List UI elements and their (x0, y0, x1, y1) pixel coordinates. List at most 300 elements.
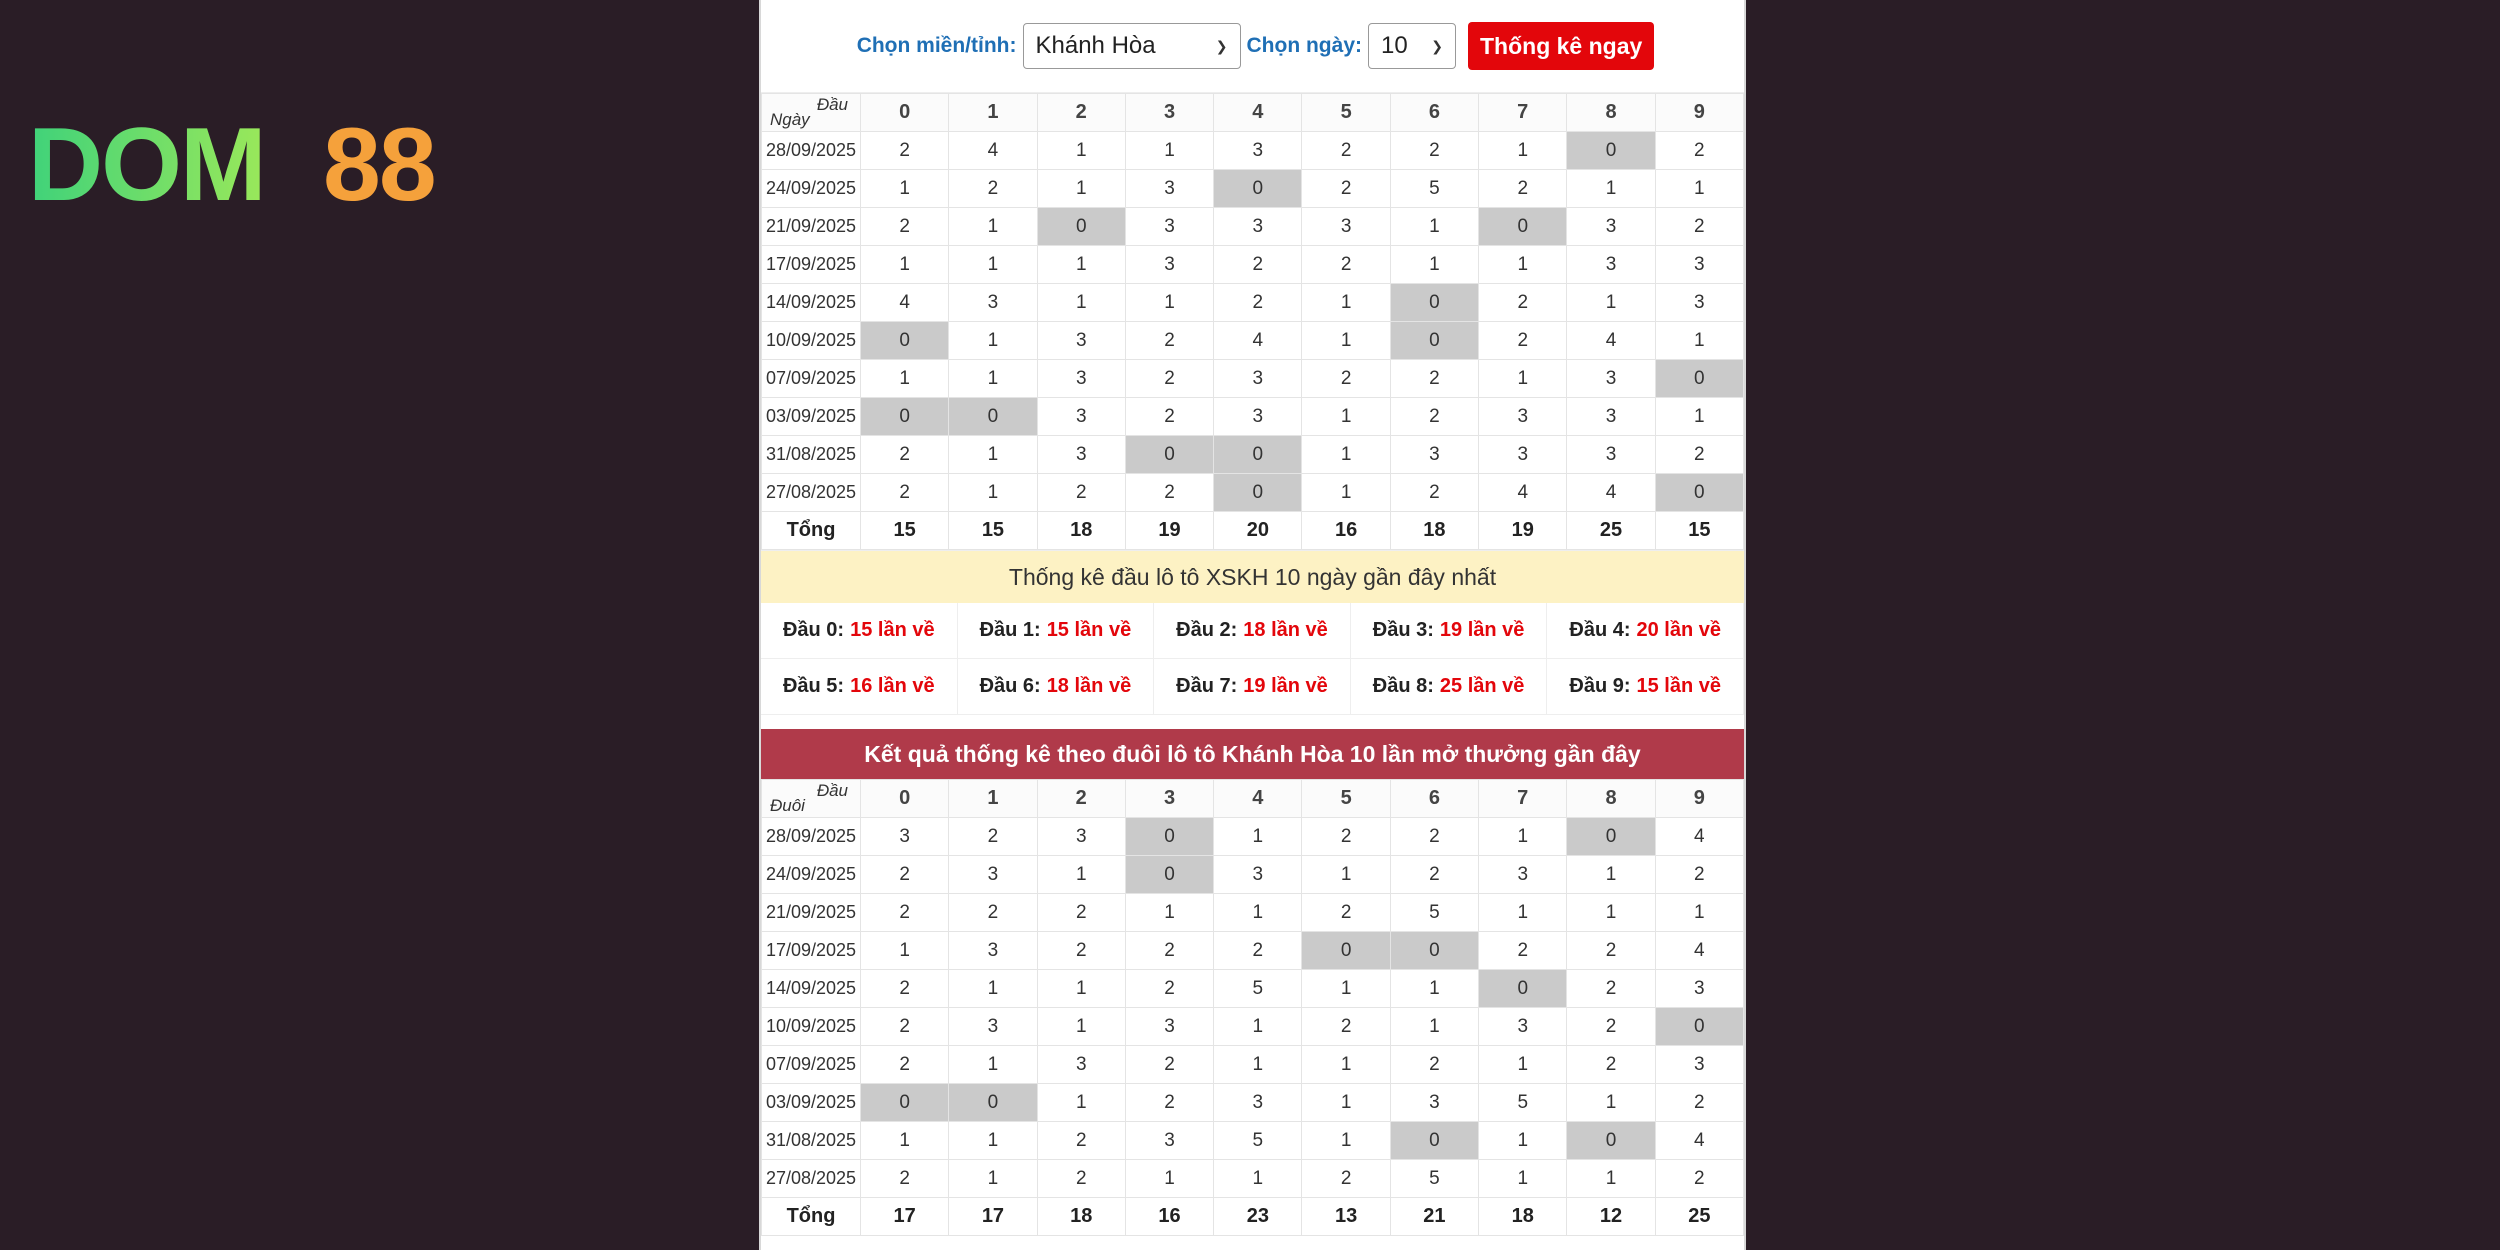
logo-graphic (28, 118, 458, 210)
head-stats-table (761, 93, 1744, 550)
count-cell: 0 (1214, 170, 1302, 208)
count-cell: 1 (1302, 1046, 1390, 1084)
count-cell: 1 (1567, 1160, 1655, 1198)
total-cell: 18 (1390, 512, 1478, 550)
summary-item-value: 20 lần về (1636, 619, 1722, 641)
row-date: 27/08/2025 (762, 1160, 861, 1198)
count-cell: 1 (1655, 398, 1743, 436)
count-cell: 2 (1655, 132, 1743, 170)
count-cell: 2 (1567, 932, 1655, 970)
count-cell: 3 (1567, 246, 1655, 284)
count-cell: 1 (949, 436, 1037, 474)
summary-item-value: 15 lần về (1046, 619, 1132, 641)
count-cell: 2 (1390, 474, 1478, 512)
count-cell: 1 (1479, 894, 1567, 932)
total-row (762, 512, 1744, 550)
count-cell: 1 (1125, 894, 1213, 932)
count-cell: 0 (1655, 360, 1743, 398)
count-cell: 3 (949, 856, 1037, 894)
count-cell: 1 (1037, 856, 1125, 894)
count-cell: 3 (1214, 208, 1302, 246)
count-cell: 2 (1567, 1046, 1655, 1084)
table-row (762, 1084, 1744, 1122)
column-header: 3 (1125, 94, 1213, 132)
table-row (762, 170, 1744, 208)
table-row (762, 1160, 1744, 1198)
count-cell: 0 (949, 1084, 1037, 1122)
region-select[interactable] (1023, 23, 1241, 69)
summary-item-label: Đầu 8: (1372, 675, 1434, 697)
row-date: 31/08/2025 (762, 1122, 861, 1160)
count-cell: 1 (949, 208, 1037, 246)
count-cell: 3 (1567, 398, 1655, 436)
table-row (762, 436, 1744, 474)
count-cell: 1 (1302, 970, 1390, 1008)
total-cell: 12 (1567, 1198, 1655, 1236)
total-cell: 18 (1479, 1198, 1567, 1236)
count-cell: 4 (1655, 1122, 1743, 1160)
count-cell: 3 (949, 284, 1037, 322)
count-cell: 2 (1655, 1084, 1743, 1122)
count-cell: 3 (1037, 398, 1125, 436)
count-cell: 1 (1125, 284, 1213, 322)
count-cell: 2 (1390, 132, 1478, 170)
count-cell: 2 (1214, 246, 1302, 284)
chevron-down-icon: ❯ (1215, 37, 1228, 54)
count-cell: 1 (1214, 1160, 1302, 1198)
count-cell: 5 (1214, 970, 1302, 1008)
total-cell: 16 (1125, 1198, 1213, 1236)
count-cell: 3 (1037, 436, 1125, 474)
table-row (762, 208, 1744, 246)
count-cell: 5 (1214, 1122, 1302, 1160)
count-cell: 2 (861, 856, 949, 894)
count-cell: 1 (1214, 1046, 1302, 1084)
dom88-logo (28, 118, 458, 210)
summary-item-value: 19 lần về (1243, 675, 1328, 697)
summary-item-label: Đầu 9: (1569, 675, 1631, 697)
count-cell: 3 (1214, 132, 1302, 170)
row-date: 28/09/2025 (762, 132, 861, 170)
count-cell: 1 (1037, 284, 1125, 322)
count-cell: 0 (1214, 474, 1302, 512)
count-cell: 2 (1302, 818, 1390, 856)
count-cell: 1 (861, 1122, 949, 1160)
days-label: Chọn ngày: (1246, 34, 1362, 57)
count-cell: 2 (1302, 894, 1390, 932)
count-cell: 2 (949, 894, 1037, 932)
count-cell: 1 (1479, 1046, 1567, 1084)
count-cell: 0 (1390, 1122, 1478, 1160)
table-row (762, 360, 1744, 398)
submit-stats-button[interactable]: Thống kê ngay (1468, 22, 1654, 70)
count-cell: 4 (949, 132, 1037, 170)
column-header: 3 (1125, 780, 1213, 818)
total-cell: 21 (1390, 1198, 1478, 1236)
table-row (762, 1046, 1744, 1084)
count-cell: 1 (1125, 132, 1213, 170)
count-cell: 2 (1302, 170, 1390, 208)
count-cell: 1 (1037, 970, 1125, 1008)
count-cell: 1 (1302, 1084, 1390, 1122)
summary-item (958, 603, 1155, 659)
column-header: 4 (1214, 780, 1302, 818)
count-cell: 2 (1302, 1008, 1390, 1046)
summary-item-value: 15 lần về (850, 619, 935, 641)
summary-item-label: Đầu 2: (1176, 619, 1238, 641)
corner-bottom-label: Đuôi (770, 796, 805, 815)
table-row (762, 932, 1744, 970)
count-cell: 2 (1479, 322, 1567, 360)
table-row (762, 398, 1744, 436)
count-cell: 1 (1655, 170, 1743, 208)
count-cell: 3 (1567, 436, 1655, 474)
count-cell: 0 (1390, 322, 1478, 360)
summary-item-value: 19 lần về (1439, 619, 1525, 641)
count-cell: 1 (1302, 322, 1390, 360)
count-cell: 0 (1214, 436, 1302, 474)
count-cell: 1 (1479, 1160, 1567, 1198)
count-cell: 2 (949, 818, 1037, 856)
summary-item-label: Đầu 0: (782, 619, 845, 641)
count-cell: 4 (1567, 474, 1655, 512)
count-cell: 5 (1390, 1160, 1478, 1198)
count-cell: 2 (861, 436, 949, 474)
count-cell: 3 (1125, 246, 1213, 284)
column-header: 1 (949, 94, 1037, 132)
region-label: Chọn miền/tỉnh: (856, 34, 1017, 57)
column-header: 1 (949, 780, 1037, 818)
count-cell: 2 (1390, 818, 1478, 856)
row-date: 10/09/2025 (762, 322, 861, 360)
count-cell: 0 (1655, 474, 1743, 512)
count-cell: 2 (861, 1008, 949, 1046)
count-cell: 2 (1655, 436, 1743, 474)
tail-section-title: Kết quả thống kê theo đuôi lô tô Khánh Hòa 10 lần mở thưởng gần đây (761, 729, 1744, 779)
count-cell: 0 (861, 398, 949, 436)
count-cell: 1 (1567, 284, 1655, 322)
count-cell: 2 (1567, 1008, 1655, 1046)
count-cell: 0 (949, 398, 1037, 436)
summary-item (1351, 603, 1548, 659)
column-header: 6 (1390, 94, 1478, 132)
total-cell: 15 (949, 512, 1037, 550)
count-cell: 4 (1214, 322, 1302, 360)
days-select-value: 10 (1381, 32, 1408, 59)
count-cell: 4 (1479, 474, 1567, 512)
table-row (762, 322, 1744, 360)
count-cell: 2 (1214, 284, 1302, 322)
summary-item (1154, 603, 1351, 659)
count-cell: 1 (949, 970, 1037, 1008)
row-date: 10/09/2025 (762, 1008, 861, 1046)
table-row (762, 1008, 1744, 1046)
count-cell: 3 (1655, 246, 1743, 284)
column-header: 4 (1214, 94, 1302, 132)
count-cell: 2 (1125, 1084, 1213, 1122)
count-cell: 0 (1125, 856, 1213, 894)
table-row (762, 856, 1744, 894)
summary-item-label: Đầu 4: (1569, 619, 1631, 641)
total-cell: 18 (1037, 512, 1125, 550)
count-cell: 3 (1037, 322, 1125, 360)
count-cell: 2 (1390, 360, 1478, 398)
count-cell: 3 (1302, 208, 1390, 246)
days-select[interactable] (1368, 23, 1456, 69)
count-cell: 1 (1567, 894, 1655, 932)
count-cell: 3 (1655, 1046, 1743, 1084)
count-cell: 1 (1567, 170, 1655, 208)
count-cell: 0 (861, 1084, 949, 1122)
summary-item-value: 15 lần về (1636, 675, 1722, 697)
count-cell: 2 (1037, 932, 1125, 970)
count-cell: 3 (1214, 856, 1302, 894)
count-cell: 2 (1125, 360, 1213, 398)
count-cell: 1 (1390, 246, 1478, 284)
row-date: 17/09/2025 (762, 932, 861, 970)
count-cell: 1 (1567, 1084, 1655, 1122)
count-cell: 1 (1302, 856, 1390, 894)
column-header: 8 (1567, 780, 1655, 818)
count-cell: 2 (1655, 208, 1743, 246)
count-cell: 3 (1037, 818, 1125, 856)
summary-item (1547, 659, 1744, 715)
count-cell: 1 (1302, 284, 1390, 322)
count-cell: 2 (1302, 360, 1390, 398)
count-cell: 2 (861, 894, 949, 932)
count-cell: 1 (1302, 474, 1390, 512)
count-cell: 5 (1390, 170, 1478, 208)
summary-item-value: 18 lần về (1046, 675, 1132, 697)
logo-text-dom: DOM (28, 118, 265, 210)
count-cell: 2 (1125, 398, 1213, 436)
count-cell: 1 (1479, 360, 1567, 398)
table-row (762, 284, 1744, 322)
count-cell: 2 (1214, 932, 1302, 970)
count-cell: 1 (1037, 170, 1125, 208)
row-date: 28/09/2025 (762, 818, 861, 856)
summary-grid (761, 603, 1744, 715)
column-header: 0 (861, 780, 949, 818)
total-cell: 19 (1125, 512, 1213, 550)
count-cell: 1 (861, 360, 949, 398)
count-cell: 1 (949, 474, 1037, 512)
count-cell: 2 (1567, 970, 1655, 1008)
table-row (762, 474, 1744, 512)
total-cell: 16 (1302, 512, 1390, 550)
column-header: 6 (1390, 780, 1478, 818)
column-header: 5 (1302, 780, 1390, 818)
column-header: 9 (1655, 780, 1743, 818)
summary-item (1547, 603, 1744, 659)
count-cell: 0 (1037, 208, 1125, 246)
total-cell: 25 (1655, 1198, 1743, 1236)
summary-item-label: Đầu 6: (979, 675, 1041, 697)
count-cell: 1 (1390, 970, 1478, 1008)
table-corner-header (762, 94, 861, 132)
column-header: 0 (861, 94, 949, 132)
count-cell: 1 (1655, 322, 1743, 360)
count-cell: 0 (1567, 132, 1655, 170)
count-cell: 3 (949, 1008, 1037, 1046)
row-date: 03/09/2025 (762, 398, 861, 436)
count-cell: 2 (1125, 322, 1213, 360)
count-cell: 2 (1479, 170, 1567, 208)
row-date: 07/09/2025 (762, 1046, 861, 1084)
count-cell: 3 (1390, 436, 1478, 474)
count-cell: 1 (1302, 398, 1390, 436)
table-row (762, 1122, 1744, 1160)
count-cell: 1 (1214, 894, 1302, 932)
count-cell: 1 (1214, 818, 1302, 856)
count-cell: 2 (1037, 1122, 1125, 1160)
count-cell: 3 (1479, 856, 1567, 894)
count-cell: 2 (1125, 932, 1213, 970)
column-header: 2 (1037, 780, 1125, 818)
count-cell: 3 (1125, 208, 1213, 246)
count-cell: 1 (1479, 818, 1567, 856)
count-cell: 1 (1302, 436, 1390, 474)
count-cell: 1 (1125, 1160, 1213, 1198)
count-cell: 2 (1037, 474, 1125, 512)
count-cell: 2 (1479, 284, 1567, 322)
table-corner-header (762, 780, 861, 818)
count-cell: 5 (1479, 1084, 1567, 1122)
tail-stats-table (761, 779, 1744, 1236)
count-cell: 2 (949, 170, 1037, 208)
count-cell: 2 (1037, 1160, 1125, 1198)
statistics-panel (759, 0, 1746, 1250)
row-date: 24/09/2025 (762, 170, 861, 208)
column-header: 9 (1655, 94, 1743, 132)
row-date: 24/09/2025 (762, 856, 861, 894)
total-cell: 15 (861, 512, 949, 550)
count-cell: 1 (949, 322, 1037, 360)
count-cell: 1 (1037, 1084, 1125, 1122)
column-header: 7 (1479, 780, 1567, 818)
total-cell: 19 (1479, 512, 1567, 550)
summary-item (761, 603, 958, 659)
count-cell: 1 (1214, 1008, 1302, 1046)
count-cell: 2 (1302, 132, 1390, 170)
count-cell: 3 (1125, 170, 1213, 208)
count-cell: 1 (949, 1160, 1037, 1198)
filter-toolbar (761, 0, 1744, 93)
count-cell: 3 (1655, 284, 1743, 322)
column-header: 7 (1479, 94, 1567, 132)
column-header: 2 (1037, 94, 1125, 132)
count-cell: 3 (1479, 1008, 1567, 1046)
summary-item (1154, 659, 1351, 715)
table-row (762, 246, 1744, 284)
count-cell: 2 (1390, 1046, 1478, 1084)
table-row (762, 894, 1744, 932)
row-date: 31/08/2025 (762, 436, 861, 474)
count-cell: 3 (861, 818, 949, 856)
summary-title: Thống kê đầu lô tô XSKH 10 ngày gần đây nhất (761, 550, 1744, 603)
count-cell: 3 (1214, 398, 1302, 436)
count-cell: 3 (1125, 1122, 1213, 1160)
count-cell: 2 (861, 1160, 949, 1198)
count-cell: 3 (1655, 970, 1743, 1008)
count-cell: 3 (1567, 360, 1655, 398)
row-date: 17/09/2025 (762, 246, 861, 284)
corner-bottom-label: Ngày (770, 110, 810, 129)
count-cell: 2 (1390, 856, 1478, 894)
count-cell: 1 (1567, 856, 1655, 894)
corner-top-label: Đầu (816, 95, 848, 114)
count-cell: 2 (1655, 1160, 1743, 1198)
count-cell: 3 (1214, 360, 1302, 398)
count-cell: 2 (861, 970, 949, 1008)
count-cell: 4 (861, 284, 949, 322)
count-cell: 1 (1479, 246, 1567, 284)
count-cell: 2 (1655, 856, 1743, 894)
summary-item (761, 659, 958, 715)
count-cell: 1 (1479, 1122, 1567, 1160)
count-cell: 3 (1479, 436, 1567, 474)
count-cell: 1 (1390, 208, 1478, 246)
count-cell: 2 (1302, 246, 1390, 284)
count-cell: 2 (861, 208, 949, 246)
total-row (762, 1198, 1744, 1236)
total-cell: 20 (1214, 512, 1302, 550)
table-row (762, 818, 1744, 856)
count-cell: 2 (1302, 1160, 1390, 1198)
count-cell: 1 (949, 246, 1037, 284)
region-select-value: Khánh Hòa (1035, 32, 1156, 59)
total-label: Tổng (762, 512, 861, 550)
count-cell: 1 (949, 1122, 1037, 1160)
count-cell: 2 (1479, 932, 1567, 970)
section-gap (761, 715, 1744, 729)
count-cell: 0 (1302, 932, 1390, 970)
row-date: 03/09/2025 (762, 1084, 861, 1122)
row-date: 14/09/2025 (762, 970, 861, 1008)
count-cell: 1 (1037, 1008, 1125, 1046)
count-cell: 1 (949, 1046, 1037, 1084)
summary-item-value: 25 lần về (1439, 675, 1525, 697)
total-cell: 17 (949, 1198, 1037, 1236)
total-cell: 13 (1302, 1198, 1390, 1236)
summary-item-label: Đầu 1: (979, 619, 1041, 641)
row-date: 27/08/2025 (762, 474, 861, 512)
count-cell: 3 (949, 932, 1037, 970)
logo-text-88: 88 (323, 118, 435, 210)
table-row (762, 970, 1744, 1008)
total-cell: 25 (1567, 512, 1655, 550)
total-label: Tổng (762, 1198, 861, 1236)
count-cell: 2 (1125, 970, 1213, 1008)
corner-top-label: Đầu (816, 781, 848, 800)
count-cell: 0 (1567, 818, 1655, 856)
count-cell: 5 (1390, 894, 1478, 932)
count-cell: 0 (1479, 970, 1567, 1008)
count-cell: 3 (1479, 398, 1567, 436)
total-cell: 18 (1037, 1198, 1125, 1236)
row-date: 14/09/2025 (762, 284, 861, 322)
count-cell: 3 (1567, 208, 1655, 246)
count-cell: 3 (1125, 1008, 1213, 1046)
summary-item-label: Đầu 7: (1176, 675, 1238, 697)
summary-item-value: 18 lần về (1243, 619, 1328, 641)
count-cell: 1 (861, 932, 949, 970)
column-header: 8 (1567, 94, 1655, 132)
count-cell: 1 (1655, 894, 1743, 932)
count-cell: 0 (1390, 284, 1478, 322)
count-cell: 4 (1567, 322, 1655, 360)
count-cell: 1 (1037, 246, 1125, 284)
